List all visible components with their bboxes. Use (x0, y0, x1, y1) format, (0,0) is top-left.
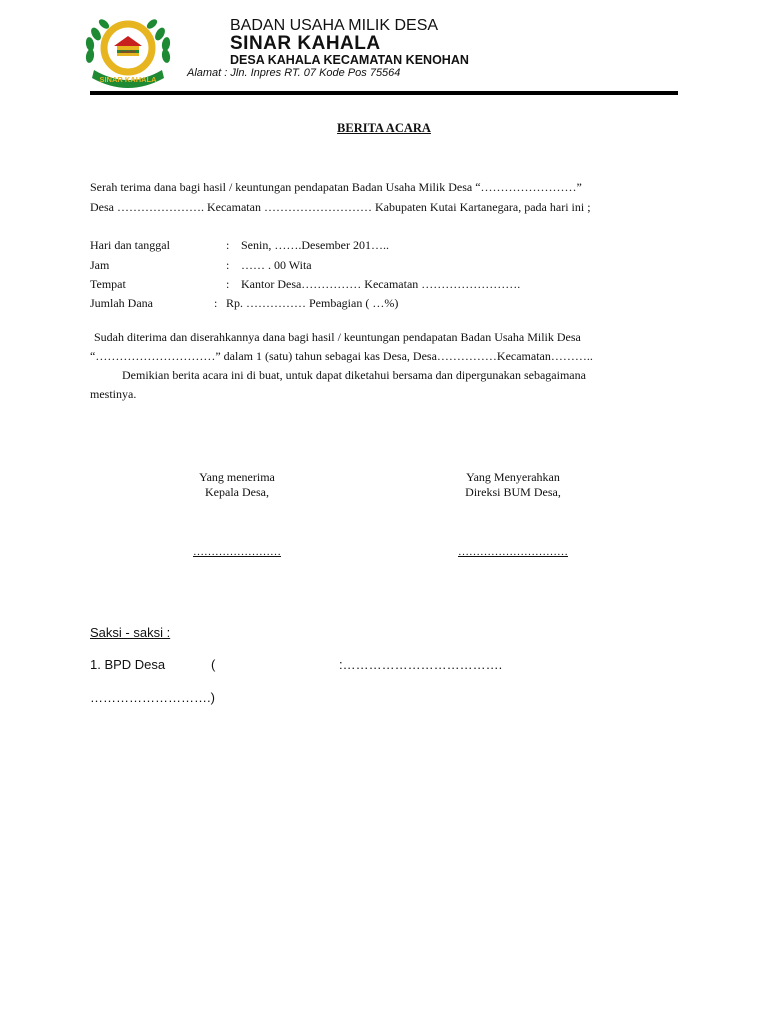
document-title: BERITA ACARA (337, 121, 431, 135)
signature-right-line: ………………………… (458, 546, 568, 558)
field-colon-date: : (226, 238, 230, 252)
bumdes-logo (76, 12, 180, 88)
field-value-date: Senin, …….Desember 201….. (241, 238, 389, 252)
field-colon-amount: : (214, 296, 218, 310)
logo-banner-text: SINAR KAHALA (99, 75, 157, 84)
field-value-time: …… . 00 Wita (241, 258, 312, 272)
field-label-place: Tempat (90, 277, 126, 291)
field-label-date: Hari dan tanggal (90, 238, 170, 252)
org-name: SINAR KAHALA (230, 33, 381, 54)
signature-right-title: Direksi BUM Desa, (465, 485, 561, 499)
intro-line-2: Desa …………………. Kecamatan ……………………… Kabupaten Kutai Kartanegara, pada hari ini ; (90, 200, 591, 214)
witnesses-heading: Saksi - saksi : (90, 625, 171, 640)
paragraph3-line-2: mestinya. (90, 387, 137, 401)
paragraph2-line-1: Sudah diterima dan diserahkannya dana bagi hasil / keuntungan pendapatan Badan Usaha Milik Desa (94, 330, 581, 344)
witness-1-label: 1. BPD Desa (90, 657, 166, 672)
witness-1-paren: ( (211, 657, 216, 672)
org-address: Alamat : Jln. Inpres RT. 07 Kode Pos 75564 (187, 67, 401, 79)
signature-left-line: …………………… (193, 546, 281, 558)
paragraph2-line-2: “…………………………” dalam 1 (satu) tahun sebagai kas Desa, Desa……………Kecamatan……….. (90, 349, 593, 363)
witness-1-dots: :………………………………. (339, 657, 503, 672)
signature-right-role: Yang Menyerahkan (466, 470, 560, 484)
org-location: DESA KAHALA KECAMATAN KENOHAN (230, 53, 469, 67)
intro-line-1: Serah terima dana bagi hasil / keuntungan pendapatan Badan Usaha Milik Desa “……………………” (90, 180, 582, 194)
paragraph3-line-1: Demikian berita acara ini di buat, untuk dapat diketahui bersama dan dipergunakan sebagaimana (122, 368, 586, 382)
signature-left-role: Yang menerima (199, 470, 275, 484)
header-rule (90, 91, 678, 95)
logo-inner-text: BUMDES (120, 50, 136, 54)
org-type: BADAN USAHA MILIK DESA (230, 17, 439, 34)
signature-left-title: Kepala Desa, (205, 485, 269, 499)
field-value-amount: Rp. …………… Pembagian ( …%) (226, 296, 399, 310)
field-label-time: Jam (90, 258, 110, 272)
field-value-place: Kantor Desa…………… Kecamatan ……………………. (241, 277, 521, 291)
field-colon-place: : (226, 277, 230, 291)
field-colon-time: : (226, 258, 230, 272)
field-label-amount: Jumlah Dana (90, 296, 153, 310)
witness-1-continuation: ……………………….) (90, 690, 215, 705)
